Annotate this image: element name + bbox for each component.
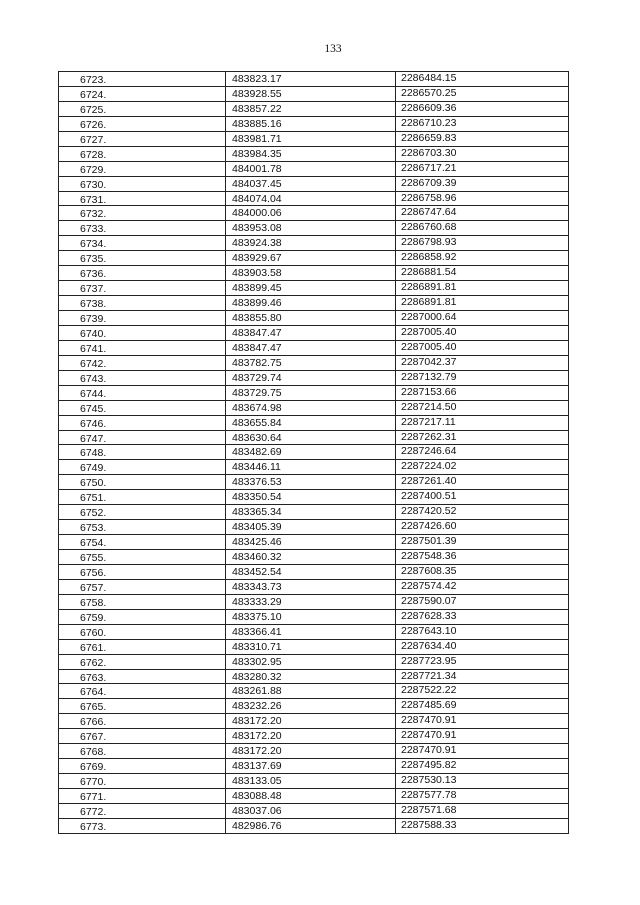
y-coordinate-cell: 2287042.37 <box>401 355 457 368</box>
table-row <box>59 460 568 475</box>
point-number-cell: 6734. <box>59 236 226 250</box>
point-number-cell: 6725. <box>59 102 226 116</box>
point-number-cell: 6740. <box>59 326 226 340</box>
y-coordinate-cell: 2287723.95 <box>401 654 457 667</box>
y-coordinate-cell: 2287246.64 <box>401 445 457 458</box>
table-row <box>59 371 568 386</box>
point-number-cell: 6730. <box>59 177 226 191</box>
y-coordinate-cell: 2287420.52 <box>401 505 457 518</box>
point-number-cell: 6765. <box>59 699 226 713</box>
y-coordinate-cell: 2287426.60 <box>401 520 457 533</box>
point-number-cell: 6746. <box>59 416 226 430</box>
point-number-cell: 6748. <box>59 445 226 459</box>
y-coordinate-cell: 2287721.34 <box>401 669 457 682</box>
x-coordinate-cell: 483855.80 <box>226 311 396 325</box>
point-number-cell: 6745. <box>59 401 226 415</box>
point-number-cell: 6759. <box>59 610 226 624</box>
table-row <box>59 505 568 520</box>
x-coordinate-cell: 483280.32 <box>226 670 396 684</box>
x-coordinate-cell: 483375.10 <box>226 610 396 624</box>
table-row <box>59 296 568 311</box>
point-number-cell: 6757. <box>59 580 226 594</box>
table-row <box>59 699 568 714</box>
table-row <box>59 87 568 102</box>
y-coordinate-cell: 2287571.68 <box>401 803 457 816</box>
point-number-cell: 6742. <box>59 356 226 370</box>
y-coordinate-cell: 2287588.33 <box>401 818 457 831</box>
point-number-cell: 6737. <box>59 281 226 295</box>
x-coordinate-cell: 483088.48 <box>226 789 396 803</box>
point-number-cell: 6755. <box>59 550 226 564</box>
point-number-cell: 6752. <box>59 505 226 519</box>
point-number-cell: 6728. <box>59 147 226 161</box>
point-number-cell: 6738. <box>59 296 226 310</box>
table-row <box>59 147 568 162</box>
table-row <box>59 416 568 431</box>
y-coordinate-cell: 2287634.40 <box>401 639 457 652</box>
x-coordinate-cell: 483343.73 <box>226 580 396 594</box>
table-row <box>59 655 568 670</box>
x-coordinate-cell: 483857.22 <box>226 102 396 116</box>
x-coordinate-cell: 483981.71 <box>226 132 396 146</box>
point-number-cell: 6743. <box>59 371 226 385</box>
y-coordinate-cell: 2287000.64 <box>401 311 457 323</box>
table-row <box>59 640 568 655</box>
point-number-cell: 6750. <box>59 475 226 489</box>
y-coordinate-cell: 2287132.79 <box>401 370 457 383</box>
y-coordinate-cell: 2287577.78 <box>401 789 457 801</box>
point-number-cell: 6729. <box>59 162 226 176</box>
y-coordinate-cell: 2287530.13 <box>401 774 457 787</box>
y-coordinate-cell: 2286609.36 <box>401 101 457 114</box>
x-coordinate-cell: 483137.69 <box>226 759 396 773</box>
table-row <box>59 72 568 87</box>
point-number-cell: 6770. <box>59 774 226 788</box>
table-row <box>59 132 568 147</box>
y-coordinate-cell: 2287214.50 <box>401 400 457 413</box>
x-coordinate-cell: 483953.08 <box>226 221 396 235</box>
x-coordinate-cell: 483366.41 <box>226 625 396 639</box>
x-coordinate-cell: 483729.75 <box>226 386 396 400</box>
x-coordinate-cell: 483350.54 <box>226 490 396 504</box>
point-number-cell: 6771. <box>59 789 226 803</box>
y-coordinate-cell: 2286891.81 <box>401 296 457 309</box>
x-coordinate-cell: 483903.58 <box>226 266 396 280</box>
y-coordinate-cell: 2286747.64 <box>401 206 457 219</box>
table-row <box>59 445 568 460</box>
x-coordinate-cell: 483899.46 <box>226 296 396 310</box>
point-number-cell: 6736. <box>59 266 226 280</box>
point-number-cell: 6772. <box>59 804 226 818</box>
x-coordinate-cell: 483333.29 <box>226 595 396 609</box>
table-row <box>59 341 568 356</box>
y-coordinate-cell: 2287485.69 <box>401 699 457 712</box>
table-row <box>59 206 568 221</box>
point-number-cell: 6766. <box>59 714 226 728</box>
point-number-cell: 6727. <box>59 132 226 146</box>
table-row <box>59 595 568 610</box>
table-row <box>59 684 568 699</box>
point-number-cell: 6733. <box>59 221 226 235</box>
table-row <box>59 819 568 834</box>
x-coordinate-cell: 483172.20 <box>226 729 396 743</box>
point-number-cell: 6747. <box>59 431 226 445</box>
page-number: 133 <box>324 43 342 55</box>
x-coordinate-cell: 483172.20 <box>226 744 396 758</box>
table-row <box>59 729 568 744</box>
y-coordinate-cell: 2287470.91 <box>401 714 457 727</box>
table-row <box>59 759 568 774</box>
y-coordinate-cell: 2287153.66 <box>401 385 457 398</box>
x-coordinate-cell: 483365.34 <box>226 505 396 519</box>
point-number-cell: 6769. <box>59 759 226 773</box>
table-row <box>59 326 568 341</box>
x-coordinate-cell: 483674.98 <box>226 401 396 415</box>
table-row <box>59 625 568 640</box>
x-coordinate-cell: 483405.39 <box>226 520 396 534</box>
x-coordinate-cell: 483376.53 <box>226 475 396 489</box>
x-coordinate-cell: 483232.26 <box>226 699 396 713</box>
y-coordinate-cell: 2287224.02 <box>401 460 457 473</box>
x-coordinate-cell: 483782.75 <box>226 356 396 370</box>
table-row <box>59 565 568 580</box>
x-coordinate-cell: 483037.06 <box>226 804 396 818</box>
y-coordinate-cell: 2287628.33 <box>401 609 457 622</box>
y-coordinate-cell: 2287495.82 <box>401 759 457 772</box>
y-coordinate-cell: 2287590.07 <box>401 594 457 607</box>
point-number-cell: 6751. <box>59 490 226 504</box>
table-row <box>59 401 568 416</box>
x-coordinate-cell: 483847.47 <box>226 341 396 355</box>
y-coordinate-cell: 2286659.83 <box>401 131 457 144</box>
point-number-cell: 6758. <box>59 595 226 609</box>
y-coordinate-cell: 2286717.21 <box>401 161 457 174</box>
point-number-cell: 6753. <box>59 520 226 534</box>
table-row <box>59 386 568 401</box>
y-coordinate-cell: 2287608.35 <box>401 564 457 577</box>
x-coordinate-cell: 483899.45 <box>226 281 396 295</box>
table-row <box>59 266 568 281</box>
table-row <box>59 192 568 207</box>
x-coordinate-cell: 484074.04 <box>226 192 396 206</box>
x-coordinate-cell: 484000.06 <box>226 206 396 220</box>
y-coordinate-cell: 2286709.39 <box>401 176 457 189</box>
table-row <box>59 804 568 819</box>
x-coordinate-cell: 483446.11 <box>226 460 396 474</box>
y-coordinate-cell: 2287574.42 <box>401 579 457 592</box>
table-row <box>59 102 568 117</box>
x-coordinate-cell: 482986.76 <box>226 819 396 833</box>
x-coordinate-cell: 483482.69 <box>226 445 396 459</box>
point-number-cell: 6724. <box>59 87 226 101</box>
x-coordinate-cell: 483425.46 <box>226 535 396 549</box>
point-number-cell: 6773. <box>59 819 226 833</box>
table-row <box>59 356 568 371</box>
x-coordinate-cell: 483885.16 <box>226 117 396 131</box>
point-number-cell: 6761. <box>59 640 226 654</box>
table-row <box>59 610 568 625</box>
point-number-cell: 6762. <box>59 655 226 669</box>
x-coordinate-cell: 483261.88 <box>226 684 396 698</box>
y-coordinate-cell: 2286891.81 <box>401 281 457 294</box>
point-number-cell: 6732. <box>59 206 226 220</box>
y-coordinate-cell: 2286760.68 <box>401 221 457 234</box>
point-number-cell: 6768. <box>59 744 226 758</box>
y-coordinate-cell: 2287470.91 <box>401 729 457 742</box>
y-coordinate-cell: 2286758.96 <box>401 191 457 204</box>
x-coordinate-cell: 484001.78 <box>226 162 396 176</box>
point-number-cell: 6726. <box>59 117 226 131</box>
table-row <box>59 475 568 490</box>
y-coordinate-cell: 2287470.91 <box>401 744 457 757</box>
x-coordinate-cell: 483928.55 <box>226 87 396 101</box>
x-coordinate-cell: 483302.95 <box>226 655 396 669</box>
table-row <box>59 117 568 132</box>
x-coordinate-cell: 483984.35 <box>226 147 396 161</box>
table-row <box>59 714 568 729</box>
table-row <box>59 281 568 296</box>
y-coordinate-cell: 2287400.51 <box>401 490 457 503</box>
y-coordinate-cell: 2287522.22 <box>401 684 457 697</box>
y-coordinate-cell: 2287217.11 <box>401 415 456 428</box>
x-coordinate-cell: 483729.74 <box>226 371 396 385</box>
table-row <box>59 311 568 326</box>
x-coordinate-cell: 483847.47 <box>226 326 396 340</box>
table-row <box>59 251 568 266</box>
y-coordinate-cell: 2287548.36 <box>401 550 457 562</box>
table-row <box>59 236 568 251</box>
table-row <box>59 177 568 192</box>
y-coordinate-cell: 2286710.23 <box>401 116 457 129</box>
x-coordinate-cell: 483172.20 <box>226 714 396 728</box>
table-row <box>59 670 568 685</box>
y-coordinate-cell: 2286798.93 <box>401 236 457 249</box>
point-number-cell: 6723. <box>59 72 226 86</box>
y-coordinate-cell: 2287005.40 <box>401 325 457 338</box>
table-row <box>59 744 568 759</box>
x-coordinate-cell: 483929.67 <box>226 251 396 265</box>
table-row <box>59 580 568 595</box>
x-coordinate-cell: 483310.71 <box>226 640 396 654</box>
x-coordinate-cell: 483823.17 <box>226 72 396 86</box>
point-number-cell: 6749. <box>59 460 226 474</box>
y-coordinate-cell: 2286858.92 <box>401 251 457 264</box>
x-coordinate-cell: 483655.84 <box>226 416 396 430</box>
y-coordinate-cell: 2287501.39 <box>401 535 457 548</box>
x-coordinate-cell: 483924.38 <box>226 236 396 250</box>
point-number-cell: 6754. <box>59 535 226 549</box>
table-row <box>59 490 568 505</box>
table-row <box>59 774 568 789</box>
table-row <box>59 550 568 565</box>
x-coordinate-cell: 483460.32 <box>226 550 396 564</box>
x-coordinate-cell: 483630.64 <box>226 431 396 445</box>
y-coordinate-cell: 2286570.25 <box>401 86 457 99</box>
coordinates-table <box>58 71 569 834</box>
x-coordinate-cell: 484037.45 <box>226 177 396 191</box>
x-coordinate-cell: 483133.05 <box>226 774 396 788</box>
table-row <box>59 162 568 177</box>
point-number-cell: 6756. <box>59 565 226 579</box>
point-number-cell: 6760. <box>59 625 226 639</box>
point-number-cell: 6767. <box>59 729 226 743</box>
table-row <box>59 535 568 550</box>
table-row <box>59 520 568 535</box>
y-coordinate-cell: 2287262.31 <box>401 430 457 443</box>
point-number-cell: 6735. <box>59 251 226 265</box>
point-number-cell: 6731. <box>59 192 226 206</box>
point-number-cell: 6739. <box>59 311 226 325</box>
y-coordinate-cell: 2286703.30 <box>401 146 457 159</box>
point-number-cell: 6763. <box>59 670 226 684</box>
table-row <box>59 431 568 446</box>
point-number-cell: 6741. <box>59 341 226 355</box>
x-coordinate-cell: 483452.54 <box>226 565 396 579</box>
y-coordinate-cell: 2287643.10 <box>401 624 457 637</box>
y-coordinate-cell: 2286484.15 <box>401 72 457 84</box>
y-coordinate-cell: 2287261.40 <box>401 475 457 488</box>
y-coordinate-cell: 2286881.54 <box>401 266 457 279</box>
point-number-cell: 6764. <box>59 684 226 698</box>
point-number-cell: 6744. <box>59 386 226 400</box>
table-row <box>59 221 568 236</box>
table-row <box>59 789 568 804</box>
y-coordinate-cell: 2287005.40 <box>401 340 457 353</box>
